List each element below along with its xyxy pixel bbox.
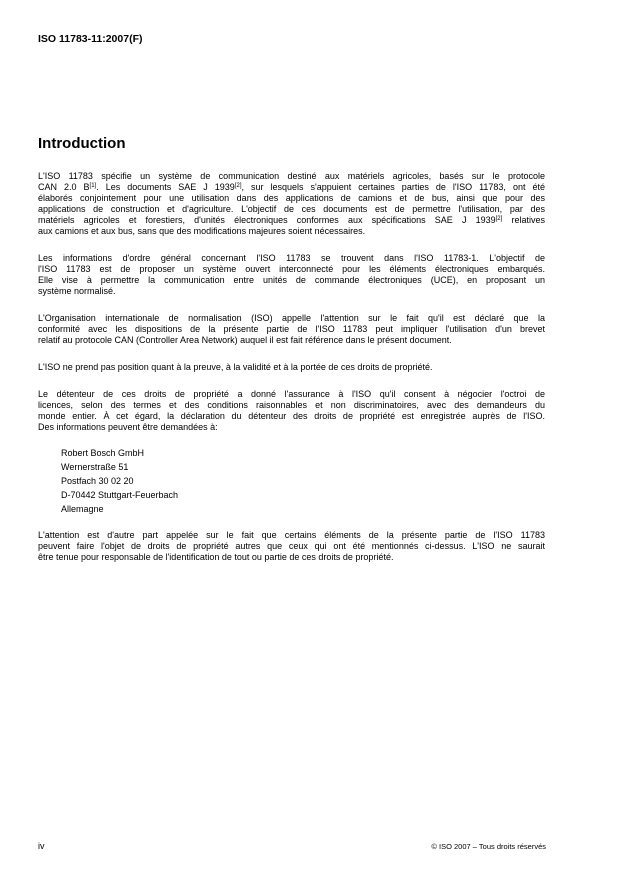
text: . Les documents SAE J 1939 [96, 182, 235, 192]
paragraph-4-line-1: L'ISO ne prend pas position quant à la preuve, à la validité et à la portée de ces droits de propriété. [38, 362, 433, 372]
address-line: Wernerstraße 51 [61, 462, 129, 472]
document-id: ISO 11783-11:2007(F) [38, 33, 143, 45]
text: CAN 2.0 B [38, 182, 90, 192]
address-line: Robert Bosch GmbH [61, 448, 145, 458]
paragraph-6-line-3: être tenue pour responsable de l'identification de tout ou partie de ces droits de propriété. [38, 552, 394, 562]
paragraph-5-line-1: Le détenteur de ces droits de propriété a donné l'assurance à l'ISO qu'il consent à négocier l'octroi de [38, 389, 545, 399]
paragraph-3-line-3: relatif au protocole CAN (Controller Area Network) auquel il est fait référence dans le présent document. [38, 335, 452, 345]
page-number: iv [38, 841, 45, 851]
paragraph-6-line-1: L'attention est d'autre part appelée sur le fait que certains éléments de la présente partie de l'ISO 11783 [38, 530, 545, 540]
paragraph-2-line-4: système normalisé. [38, 286, 116, 296]
address-line: Allemagne [61, 504, 104, 514]
paragraph-1-line-3: élaborés conjointement pour une utilisation dans des applications de camions et de bus, ainsi que pour des [38, 193, 545, 203]
paragraph-2-line-3: Elle vise à permettre la communication entre unités de commande électroniques (UCE), en proposant un [38, 275, 545, 285]
text: matériels agricoles et forestiers, d'unités électroniques conformes aux spécifications SAE J 1939 [38, 215, 496, 225]
paragraph-3-line-1: L'Organisation internationale de normalisation (ISO) appelle l'attention sur le fait qu'il est déclaré que la [38, 313, 545, 323]
address-line: Postfach 30 02 20 [61, 476, 134, 486]
paragraph-5-line-3: monde entier. À cet égard, la déclaration du détenteur des droits de propriété est enregistrée auprès de l'ISO. [38, 411, 545, 421]
paragraph-3-line-2: conformité avec les dispositions de la présente partie de l'ISO 11783 peut impliquer l'utilisation d'un brevet [38, 324, 545, 334]
reference-1: [1] [89, 183, 97, 189]
paragraph-1-line-6: aux camions et aux bus, sans que des modifications majeures soient nécessaires. [38, 226, 366, 236]
paragraph-1-line-1: L'ISO 11783 spécifie un système de communication destiné aux matériels agricoles, basés sur le protocole [38, 171, 545, 181]
paragraph-1-line-4: applications de construction et d'agriculture. L'objectif de ces documents est de permettre l'utilisation, par des [38, 204, 545, 214]
text: , sur lesquels s'appuient certaines parties de l'ISO 11783, ont été [241, 182, 545, 192]
copyright-notice: © ISO 2007 – Tous droits réservés [431, 842, 546, 851]
paragraph-1-line-2 [38, 182, 545, 193]
paragraph-5-line-2: licences, selon des termes et des conditions raisonnables et non discriminatoires, avec des demandeurs du [38, 400, 545, 410]
text: relatives [502, 215, 545, 225]
paragraph-5-line-4: Des informations peuvent être demandées à: [38, 422, 218, 432]
paragraph-1-line-5 [38, 215, 545, 226]
address-line: D-70442 Stuttgart-Feuerbach [61, 490, 179, 500]
section-title: Introduction [38, 135, 126, 152]
reference-2: [2] [234, 183, 242, 189]
paragraph-2-line-1: Les informations d'ordre général concernant l'ISO 11783 se trouvent dans l'ISO 11783-1. L'objectif de [38, 253, 545, 263]
paragraph-6-line-2: peuvent faire l'objet de droits de propriété autres que ceux qui ont été mentionnés ci-dessus. L'ISO ne saurait [38, 541, 545, 551]
reference-2: [2] [495, 216, 503, 222]
paragraph-2-line-2: l'ISO 11783 est de proposer un système ouvert interconnecté pour les éléments électroniques embarqués. [38, 264, 545, 274]
